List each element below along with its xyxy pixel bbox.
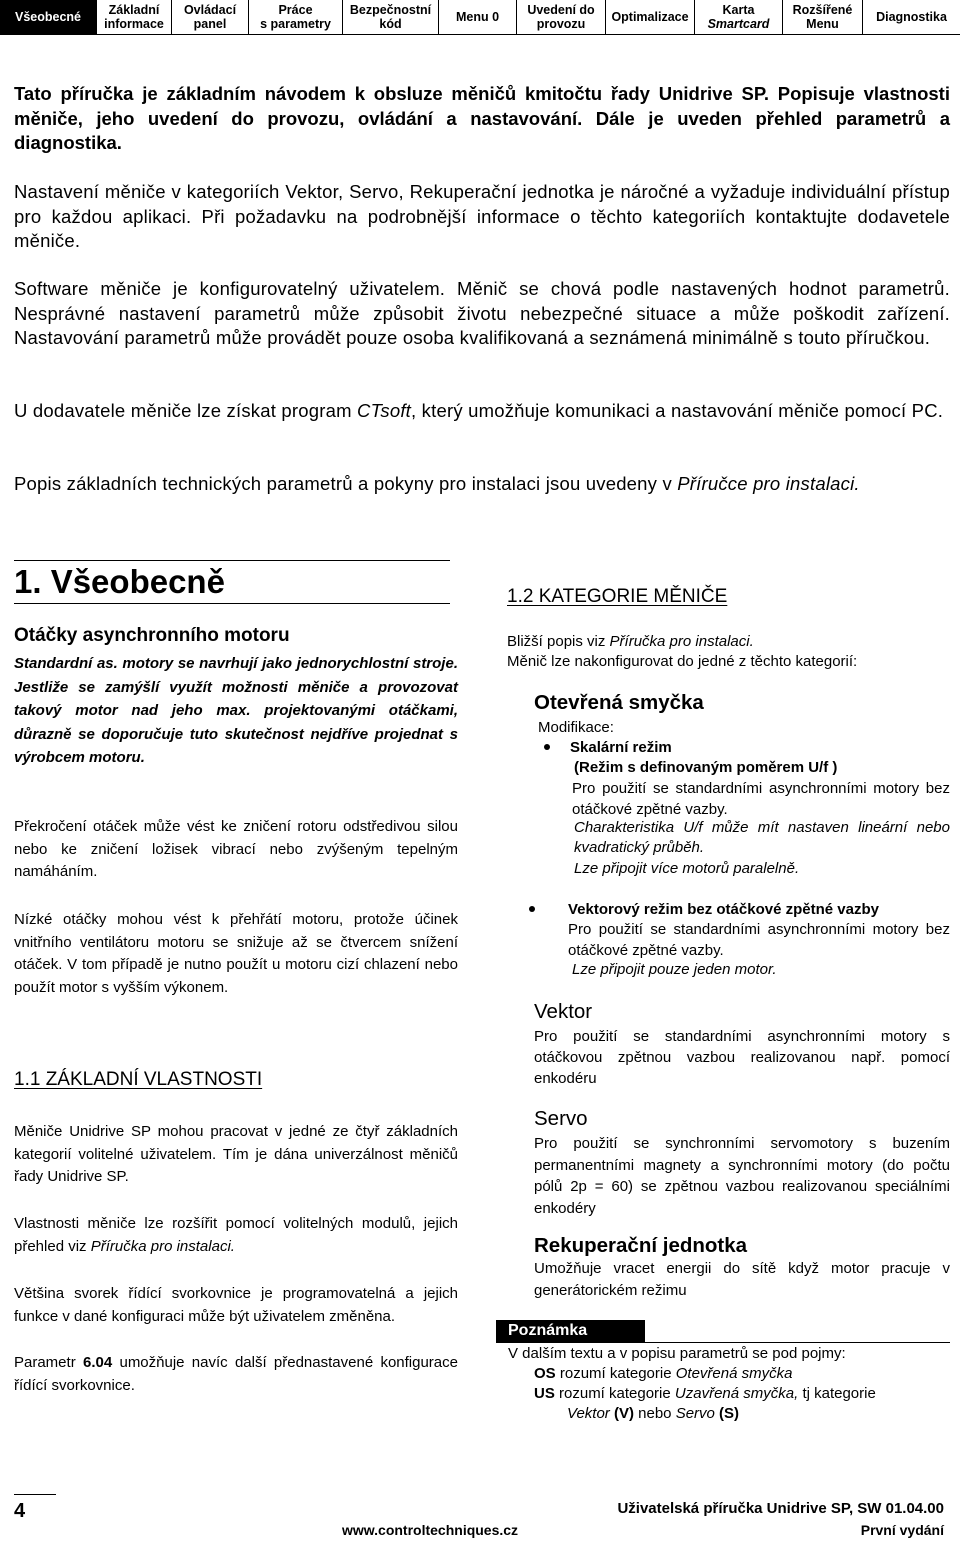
text-run: ,: [398, 181, 410, 202]
v-code: (V): [609, 1405, 634, 1422]
motor-warning-paragraph: Standardní as. motory se navrhují jako jednorychlostní stroje. Jestliže se zamýšlí využít možnosti měniče a provozovat takový motor nad jeho max. projektovanými otáčkami, důrazně se doporučuje tuto skutečnost nejdříve projednat s výrobcem motoru.: [14, 655, 458, 766]
tab-zakladni-informace[interactable]: [97, 0, 172, 34]
text-run: Bližší popis viz: [507, 633, 610, 650]
bullet-icon: [529, 906, 535, 912]
tab-vseobecne[interactable]: [0, 0, 97, 34]
tab-menu-0[interactable]: [439, 0, 517, 34]
tab-label: Ovládací: [183, 3, 237, 17]
installation-guide-ref: Příručka pro instalaci.: [90, 1237, 235, 1255]
intro-paragraph-2: [14, 180, 950, 254]
note-badge: Poznámka: [496, 1320, 645, 1342]
installation-guide-ref: Příručce pro instalaci.: [677, 473, 860, 494]
intro-paragraph-3: Software měniče je konfigurovatelný uživatelem. Měnič se chová podle nastavených hodnot parametrů. Nesprávné nastavení parametrů může způsobit životu nebezpečné situace a může poškodit zařízení. Nastavování parametrů může provádět pouze osoba kvalifikovaná a seznámená minimálně s touto příručkou.: [14, 278, 950, 348]
category-vektor-title: Vektor: [534, 1000, 593, 1023]
chapter-rule-bottom: [14, 603, 450, 604]
tab-uvedeni-do-provozu[interactable]: [517, 0, 606, 34]
note-rule: [496, 1342, 950, 1343]
section-heading-basic-properties: [14, 1069, 450, 1091]
tab-ovladaci-panel[interactable]: [172, 0, 249, 34]
text-run: Vlastnosti měniče lze rozšířit pomocí volitelných modulů, jejich přehled viz: [14, 1215, 458, 1255]
text-run: ,: [337, 181, 350, 202]
servo-ref: Servo: [675, 1405, 715, 1422]
tab-label: Karta: [722, 3, 755, 17]
tab-label: Optimalizace: [611, 10, 689, 24]
tab-label: Uvedení do: [527, 3, 595, 17]
tab-label: Menu 0: [455, 10, 500, 24]
s-code: (S): [714, 1405, 740, 1422]
footer-title: Uživatelská příručka Unidrive SP, SW 01.04.00: [617, 1500, 944, 1517]
categories-paragraph: Měniče Unidrive SP mohou pracovat v jedné ze čtyř základních kategorií volitelné uživatelem. Tím je dána univerzálnost měničů řady Unidrive SP.: [14, 1123, 458, 1185]
section-heading-text: 1.2 KATEGORIE MĚNIČE: [507, 586, 728, 607]
text-run: rozumí kategorie: [554, 1385, 675, 1402]
section-heading-categories: [507, 586, 950, 608]
category-regen-text: Umožňuje vracet energii do sítě když motor pracuje v generátorickém režimu: [534, 1260, 950, 1299]
category-servo: Servo: [349, 181, 399, 202]
installation-guide-ref: Příručka pro instalaci.: [609, 633, 754, 650]
vector-mode-note: Lze připojit pouze jeden motor.: [572, 961, 777, 978]
footer-url[interactable]: www.controltechniques.cz: [342, 1522, 519, 1538]
text-run: tj kategorie: [798, 1385, 876, 1402]
tab-diagnostika[interactable]: [863, 0, 960, 34]
param-paragraph: [14, 1352, 458, 1397]
tab-label: informace: [104, 17, 164, 31]
category-servo-title: Servo: [534, 1107, 588, 1130]
modifications-label: Modifikace:: [538, 719, 614, 736]
tab-label: panel: [193, 17, 227, 31]
note-us-line-2: [567, 1404, 950, 1425]
overspeed-paragraph: Překročení otáček může vést ke zničení rotoru odstředivou silou nebo ke zničení ložisek vibrací nebo zvýšeným tepelným namáháním.: [14, 818, 458, 880]
note-us-line: [534, 1384, 950, 1405]
categories-intro: Měnič lze nakonfigurovat do jedné z těchto kategorií:: [507, 653, 858, 670]
chapter-rule-top: [14, 560, 450, 561]
scalar-mode-title: Skalární režim: [570, 739, 672, 756]
scalar-mode-subtitle: (Režim s definovaným poměrem U/f ): [574, 759, 838, 776]
chapter-nav: [0, 0, 960, 35]
us-code: US: [534, 1385, 555, 1402]
tab-label: Rozšířené: [792, 3, 853, 17]
text-run: U dodavatele měniče lze získat program: [14, 400, 358, 421]
tab-label: s parametry: [260, 17, 331, 31]
tab-label: Všeobecné: [14, 10, 81, 24]
tab-label: provozu: [536, 17, 586, 31]
text-run: Parametr: [14, 1354, 83, 1371]
tab-label: Práce: [278, 3, 313, 17]
footer-rule: [14, 1494, 56, 1495]
tab-label: Diagnostika: [876, 10, 947, 24]
note-intro: V dalším textu a v popisu parametrů se pod pojmy:: [508, 1345, 846, 1362]
lowspeed-paragraph: Nízké otáčky mohou vést k přehřátí motoru, protože účinek vnitřního ventilátoru motoru se snižuje až se čtvercem snížení otáček. V tom případě je nutno použít u motoru cizí chlazení nebo použít motor s vyšším výkonem.: [14, 911, 458, 996]
scalar-mode-text: Pro použití se standardními asynchronními motory bez otáčkové zpětné vazby.: [572, 780, 950, 818]
text-run: rozumí kategorie: [555, 1365, 676, 1382]
text-run: Popis základních technických parametrů a pokyny pro instalaci jsou uvedeny v: [14, 473, 678, 494]
subheading-motor-speed: Otáčky asynchronního motoru: [14, 625, 290, 646]
tab-karta-smartcard[interactable]: [695, 0, 783, 34]
os-category: Otevřená smyčka: [675, 1365, 793, 1382]
category-regen-title: Rekuperační jednotka: [534, 1234, 748, 1257]
tab-prace-s-parametry[interactable]: [249, 0, 343, 34]
os-code: OS: [534, 1365, 556, 1382]
category-rekuperacni-jednotka: Rekuperační jednotka: [409, 181, 595, 202]
tab-label: Menu: [806, 17, 839, 31]
category-open-loop-title: Otevřená smyčka: [534, 691, 704, 714]
chapter-title: 1. Všeobecně: [14, 563, 225, 600]
modules-paragraph: [14, 1213, 458, 1258]
tab-label: Bezpečnostní: [349, 3, 432, 17]
tab-label: Základní: [108, 3, 160, 17]
vector-mode-text: Pro použití se standardními asynchronními motory bez otáčkové zpětné vazby.: [568, 921, 950, 959]
note-os-line: [534, 1364, 950, 1385]
vektor-ref: Vektor: [567, 1405, 610, 1422]
bullet-icon: [544, 744, 550, 750]
vector-mode-title: Vektorový režim bez otáčkové zpětné vazby: [568, 901, 879, 918]
scalar-mode-note: Charakteristika U/f může mít nastaven lineární nebo kvadratický průběh.: [574, 819, 950, 856]
scalar-mode-parallel: Lze připojit více motorů paralelně.: [574, 860, 800, 877]
intro-paragraph-4: [14, 399, 950, 424]
parameter-number: 6.04: [82, 1354, 113, 1371]
text-run: umožňuje navíc další přednastavené konfigurace řídící svorkovnice.: [14, 1354, 458, 1394]
footer-edition: První vydání: [860, 1522, 944, 1538]
tab-bezpecnostni-kod[interactable]: [343, 0, 439, 34]
tab-label: kód: [379, 17, 402, 31]
page-number: 4: [14, 1500, 26, 1522]
category-servo-text: Pro použití se synchronními servomotory s buzením permanentními magnety a synchronními motory (do počtu pólů 2p = 60) se zpětnou vazbou realizovanou speciálními enkodéry: [534, 1135, 950, 1217]
intro-paragraph-5: [14, 472, 950, 497]
text-run: Nastavení měniče v kategoriích: [14, 181, 286, 202]
terminals-paragraph: Většina svorek řídící svorkovnice je programovatelná a jejich funkce v dané konfiguraci může být uživatelem změněna.: [14, 1285, 458, 1325]
text-run: nebo: [633, 1405, 676, 1422]
tab-label: Smartcard: [707, 17, 770, 31]
category-vektor: Vektor: [285, 181, 338, 202]
category-vektor-text: Pro použití se standardními asynchronními motory s otáčkovou zpětnou vazbou realizovanou např. pomocí enkodéru: [534, 1028, 950, 1087]
tab-rozsirene-menu[interactable]: [783, 0, 863, 34]
text-run: je náročné a vyžaduje individuální přístup pro každou aplikaci. Při požadavku na podrobnější informace o těchto kategoriích kontaktujte dodavetele měniče.: [14, 181, 950, 251]
section-heading-text: 1.1 ZÁKLADNÍ VLASTNOSTI: [14, 1069, 263, 1090]
tab-optimalizace[interactable]: [606, 0, 695, 34]
us-category: Uzavřená smyčka,: [674, 1385, 799, 1402]
ctsoft-name: CTsoft: [357, 400, 411, 421]
text-run: , který umožňuje komunikaci a nastavování měniče pomocí PC.: [411, 400, 944, 421]
intro-paragraph-1: Tato příručka je základním návodem k obsluze měničů kmitočtu řady Unidrive SP. Popisuje vlastnosti měniče, jeho uvedení do provozu, ovládání a nastavování. Dále je uveden přehled parametrů a diagnostika.: [14, 83, 950, 153]
